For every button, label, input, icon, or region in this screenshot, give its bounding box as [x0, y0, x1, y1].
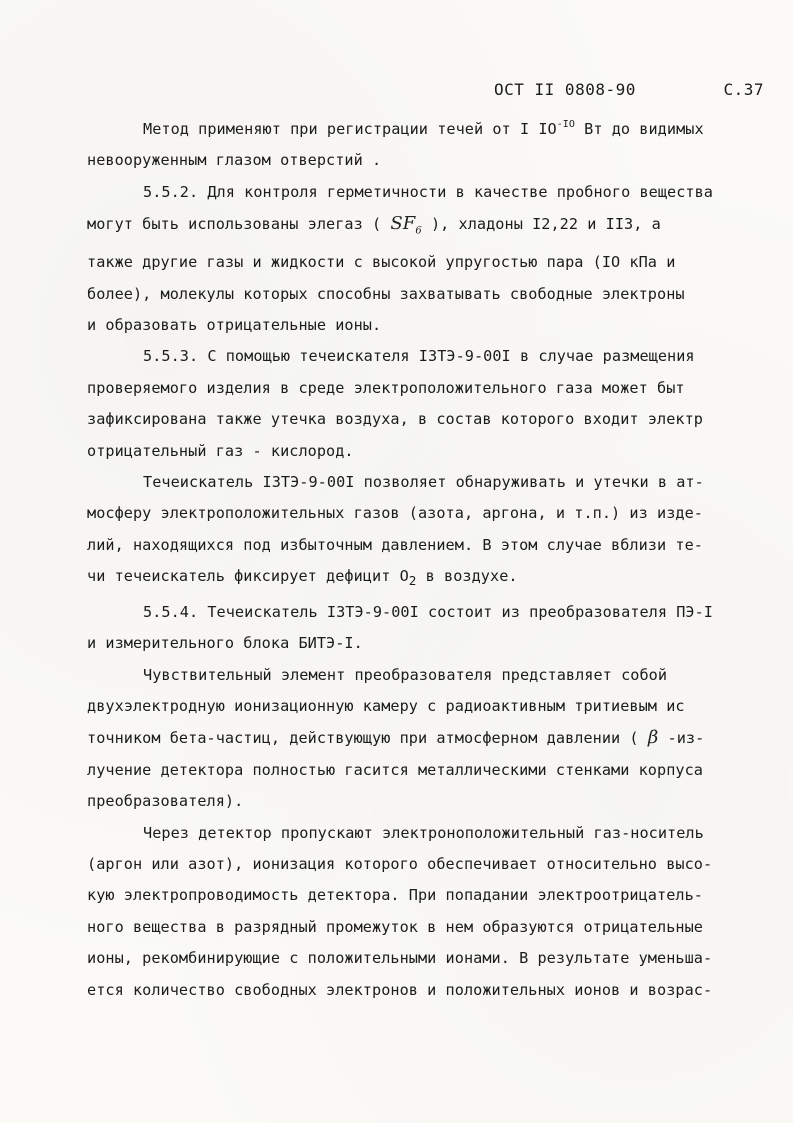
text-line: Метод применяют при регистрации течей от I $IO^{-IO}$ Вт до видимых	[143, 119, 704, 138]
text-line: 5.5.2. Для контроля герметичности в качестве пробного вещества	[143, 182, 714, 201]
handwritten-beta: β	[647, 727, 659, 749]
paragraph	[87, 660, 735, 818]
text-line: и измерительного блока БИТЭ-I.	[87, 634, 363, 653]
paragraph	[87, 341, 735, 467]
text-line: отрицательный газ - кислород.	[87, 441, 354, 460]
document-body	[87, 114, 735, 1006]
standard-number: ОСТ II 0808-90	[494, 80, 636, 99]
handwritten-formula: $SF_6$	[390, 213, 422, 237]
text-line: и образовать отрицательные ионы.	[87, 316, 382, 335]
text-line: чи течеискатель фиксирует дефицит $O_2$ в воздухе.	[87, 567, 518, 589]
page-header	[494, 80, 764, 99]
text-line: Течеискатель I3ТЭ-9-00I позволяет обнаруживать и утечки в ат-	[143, 473, 704, 492]
text-line: двухэлектродную ионизационную камеру с радиоактивным тритиевым ис	[87, 696, 685, 715]
text-line: преобразователя).	[87, 792, 244, 811]
text-line: ионы, рекомбинирующие с положительными ионами. В результате уменьша-	[87, 949, 713, 968]
text-line: ного вещества в разрядный промежуток в нем образуются отрицательные	[87, 917, 703, 936]
paragraph	[87, 114, 735, 177]
text-line: кую электропроводимость детектора. При попадании электроотрицатель-	[87, 886, 703, 905]
text-line: точником бета-частиц, действующую при атмосферном давлении ( β -из-	[87, 727, 705, 749]
text-line: 5.5.3. С помощью течеискателя I3ТЭ-9-00I в случае размещения	[143, 347, 695, 366]
text-line: Через детектор пропускают электроноположительный газ-носитель	[143, 823, 704, 842]
page-number: С.37	[723, 80, 764, 99]
text-line: мосферу электроположительных газов (азота, аргона, и т.п.) из изде-	[87, 504, 703, 523]
text-line: зафиксирована также утечка воздуха, в состав которого входит электр	[87, 410, 703, 429]
text-line: более), молекулы которых способны захватывать свободные электроны	[87, 284, 685, 303]
text-line: также другие газы и жидкости с высокой упругостью пара (IO кПа и	[87, 253, 676, 272]
text-line: лий, находящихся под избыточным давлением. В этом случае вблизи те-	[87, 535, 703, 554]
text-line: Чувствительный элемент преобразователя представляет собой	[143, 665, 668, 684]
text-line: проверяемого изделия в среде электроположительного газа может быт	[87, 378, 685, 397]
text-line: невооруженным глазом отверстий .	[87, 151, 382, 170]
paragraph	[87, 818, 735, 1006]
text-line: могут быть использованы элегаз ( $SF_6$ ), хладоны I2,22 и II3, а	[87, 213, 661, 237]
text-line: ется количество свободных электронов и положительных ионов и возрас-	[87, 980, 713, 999]
paragraph	[87, 467, 735, 597]
subscript: 2	[408, 573, 417, 589]
text-line: (аргон или азот), ионизация которого обеспечивает относительно высо-	[87, 854, 713, 873]
exponent: -IO	[556, 119, 575, 130]
text-line: 5.5.4. Течеискатель I3ТЭ-9-00I состоит из преобразователя ПЭ-I	[143, 602, 714, 621]
text-line: лучение детектора полностью гасится металлическими стенками корпуса	[87, 760, 703, 779]
paragraph	[87, 597, 735, 660]
paragraph	[87, 177, 735, 342]
